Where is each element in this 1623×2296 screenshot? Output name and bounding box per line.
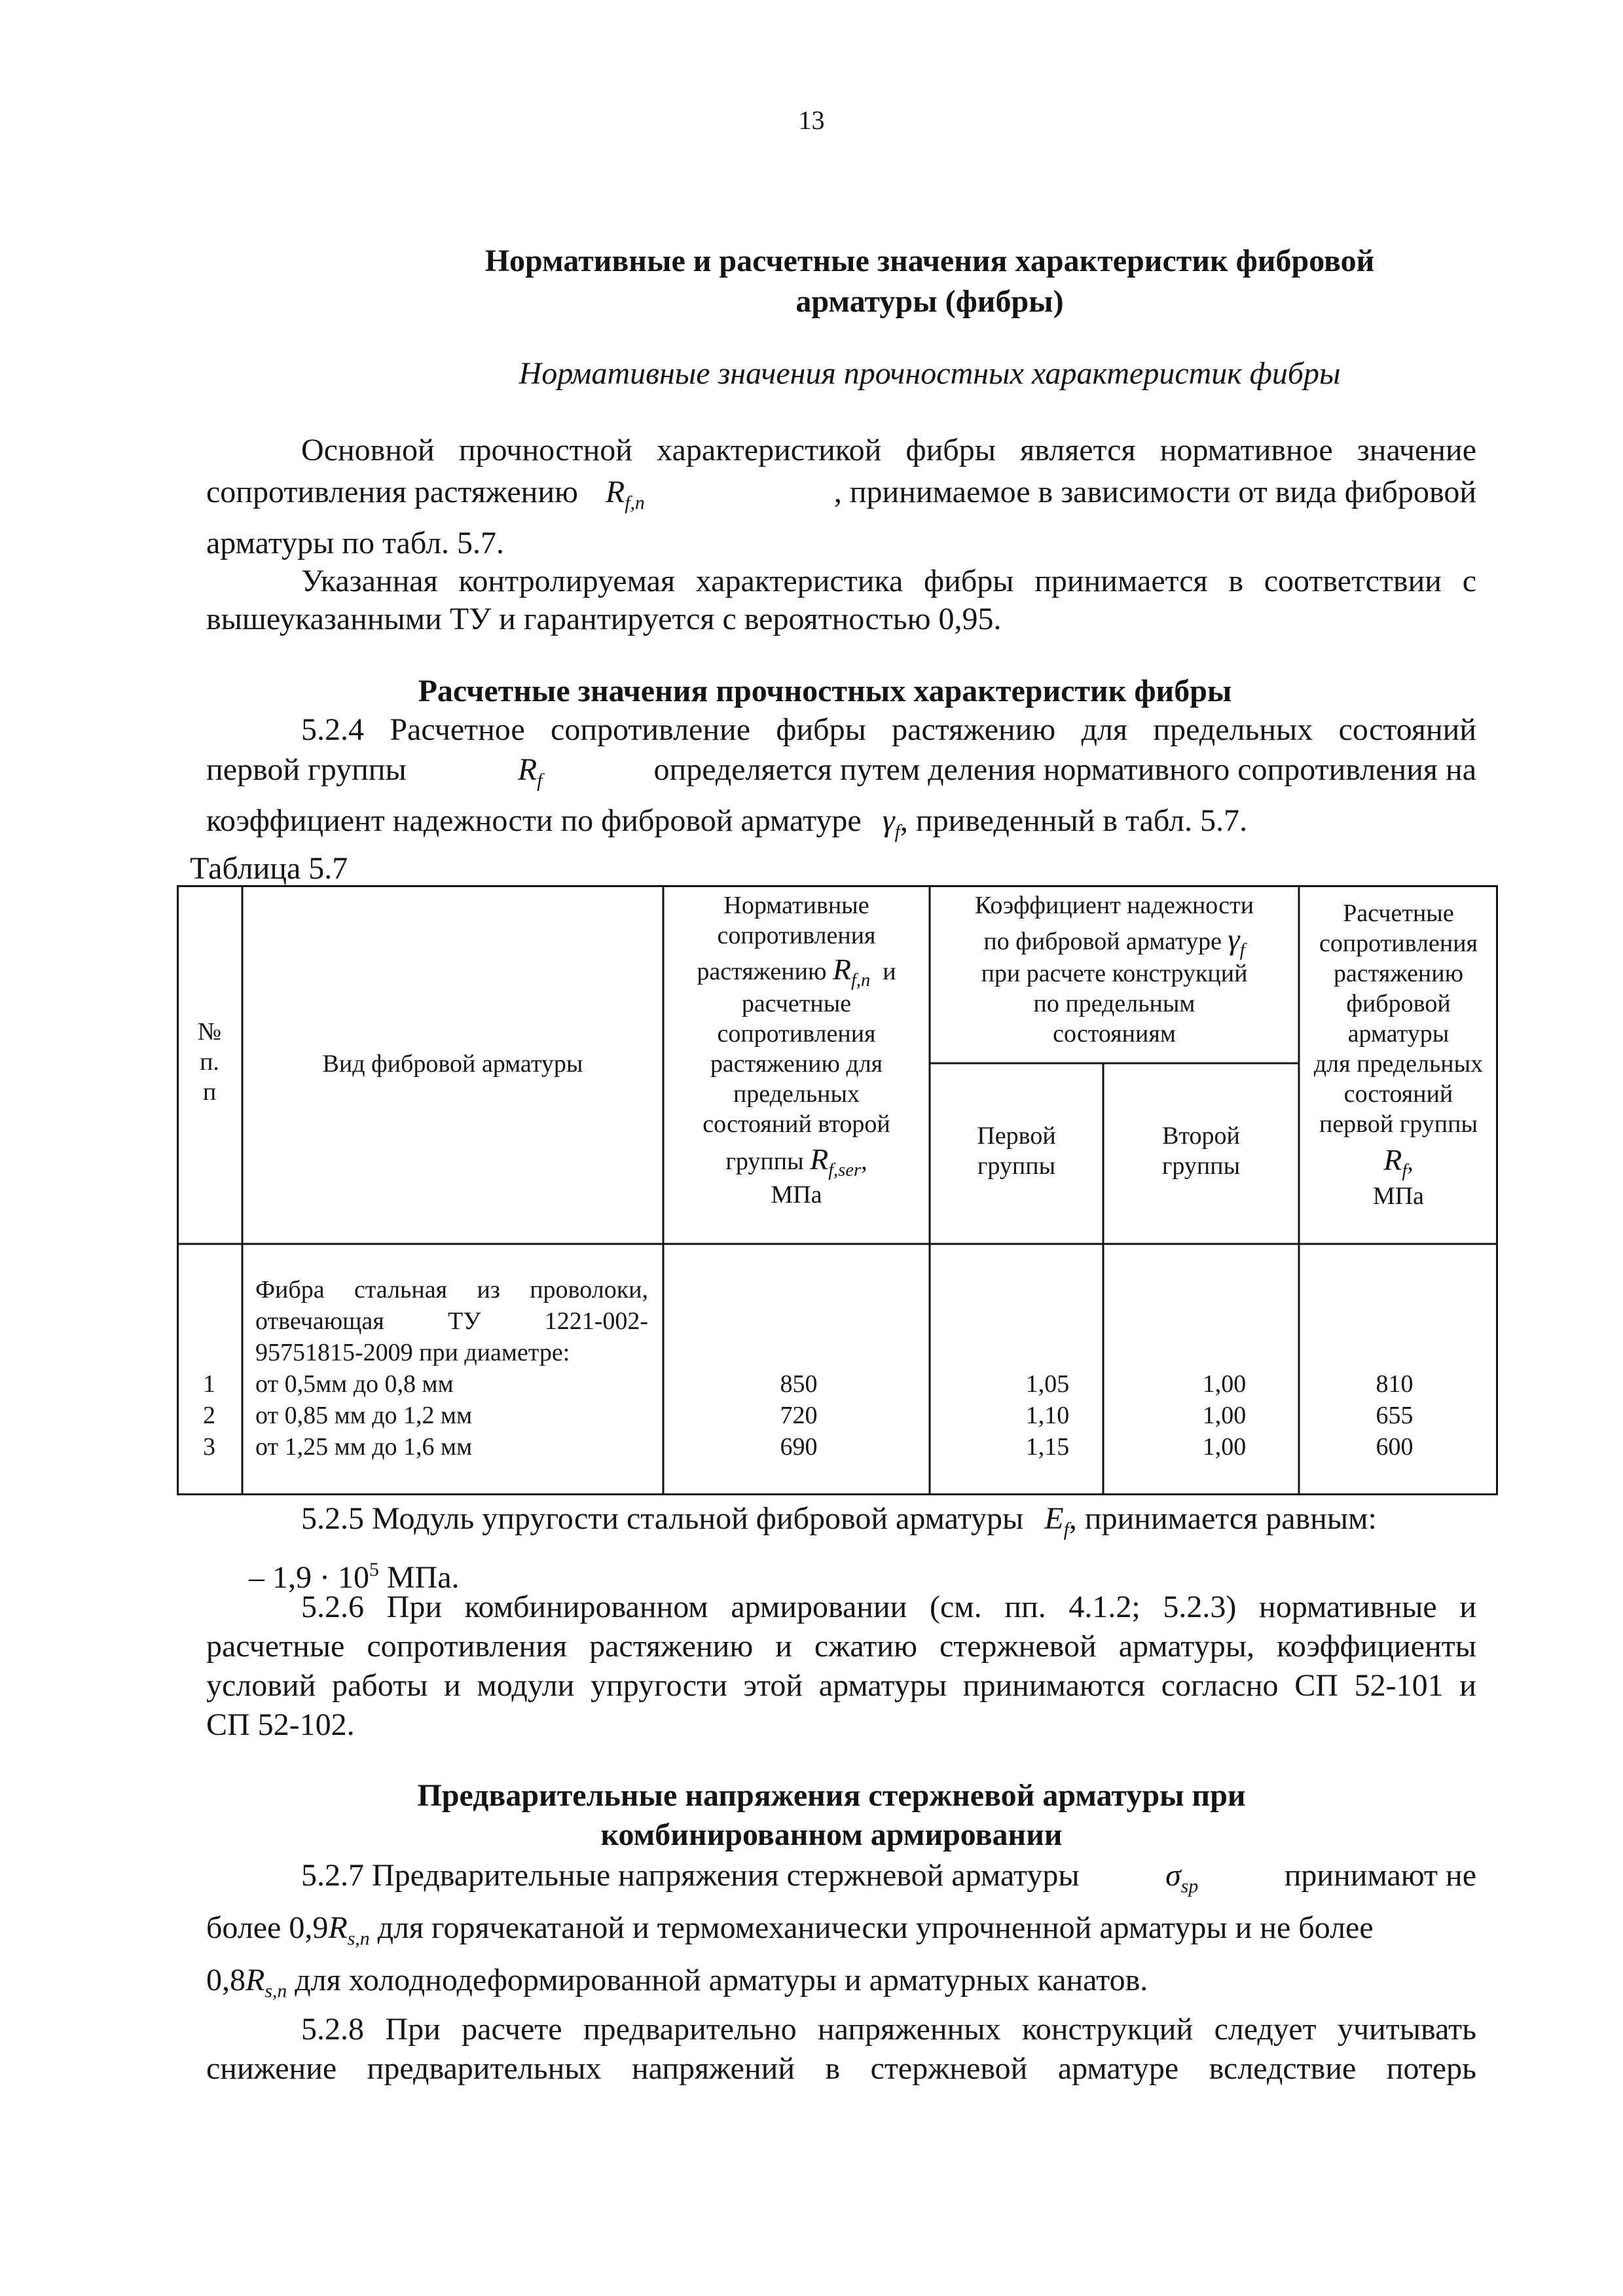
row-2-first: 1,10 <box>1025 1402 1070 1429</box>
para5-line-2: расчетные сопротивления растяжению и сжатию стержневой арматуры, коэффициенты <box>206 1629 1476 1664</box>
row-1-calculated: 810 <box>1376 1370 1413 1398</box>
symbol-R-f: $R_f$ <box>517 752 543 792</box>
para1-line-3: арматуры по табл. 5.7. <box>206 526 505 560</box>
row-3-first: 1,15 <box>1025 1433 1070 1461</box>
para1-line-2-end: , принимаемое в зависимости от вида фибровой <box>833 475 1476 509</box>
row-2-second: 1,00 <box>1202 1402 1247 1429</box>
para6-line-2: более $0,9R_{s,n}$ для горячекатаной и термомеханически упрочненной арматуры и не более <box>206 1910 1374 1950</box>
para4-line-2: – $1,9 \cdot 10^5$ МПа. <box>249 1559 460 1595</box>
symbol-R-sn: $R_{s,n}$ <box>246 1963 287 2002</box>
col-header-first-group: Первой группы <box>977 1122 1056 1180</box>
para5-line-4: СП 52-102. <box>206 1707 355 1742</box>
col-header-number: № п. п <box>197 1018 222 1106</box>
italic-subheading: Нормативные значения прочностных характеристик фибры <box>519 356 1341 391</box>
para1-line-2-start: сопротивления растяжению $R_{f,n}$ <box>206 475 645 514</box>
symbol-gamma-f: $\gamma_f$ <box>882 803 900 843</box>
section-heading-3-line-2: комбинированном армировании <box>600 1817 1063 1852</box>
row-2-calculated: 655 <box>1376 1402 1413 1429</box>
row-1-second: 1,00 <box>1202 1370 1247 1398</box>
col-header-calculated: Расчетные сопротивления растяжению фибровой арматуры для предельных состояний первой группы $R_f$, МПа <box>1313 900 1484 1210</box>
row-3-type: от 1,25 мм до 1,6 мм <box>255 1433 473 1461</box>
symbol-R-fn: $R_{f,n}$ <box>605 475 645 514</box>
section-heading-3-line-1: Предварительные напряжения стержневой арматуры при <box>417 1778 1246 1813</box>
table-caption: Таблица 5.7 <box>190 851 348 886</box>
para3-line-1: 5.2.4 Расчетное сопротивление фибры растяжению для предельных состояний <box>301 712 1476 747</box>
para1-line-1: Основной прочностной характеристикой фибры является нормативное значение <box>301 433 1476 467</box>
row-1-normative: 850 <box>780 1370 818 1398</box>
para7-line-2: снижение предварительных напряжений в стержневой арматуре вследствие потерь <box>206 2051 1476 2086</box>
col-header-second-group: Второй группы <box>1161 1122 1241 1180</box>
section-heading-line-2: арматуры (фибры) <box>795 284 1064 319</box>
symbol-E-f: $E_f$ <box>1044 1501 1069 1540</box>
row-3-second: 1,00 <box>1202 1433 1247 1461</box>
row-1-first: 1,05 <box>1025 1370 1070 1398</box>
row-2-normative: 720 <box>780 1402 818 1429</box>
col-header-normative: Нормативные сопротивления растяжению $R_{f,n}$ и расчетные сопротивления растяжению для предельных состояний второй группы $R_{f,ser}$, МПа <box>697 892 896 1209</box>
para7-line-1: 5.2.8 При расчете предварительно напряженных конструкций следует учитывать <box>301 2012 1476 2047</box>
row-3-calculated: 600 <box>1376 1433 1413 1461</box>
para2-line-1: Указанная контролируемая характеристика фибры принимается в соответствии с <box>301 564 1476 598</box>
col-header-coefficient: Коэффициент надежности по фибровой арматуре $\gamma_f$ при расчете конструкций по предельным состояниям <box>974 892 1254 1048</box>
table-description: Фибра стальная из проволоки, отвечающая ТУ 1221-002- 95751815-2009 при диаметре: <box>255 1276 648 1366</box>
section-heading-2: Расчетные значения прочностных характеристик фибры <box>418 674 1232 708</box>
row-1-number: 1 <box>203 1370 215 1398</box>
row-2-number: 2 <box>203 1402 215 1429</box>
col-header-type: Вид фибровой арматуры <box>322 1050 583 1078</box>
para5-line-1: 5.2.6 При комбинированном армировании (см. пп. 4.1.2; 5.2.3) нормативные и <box>301 1590 1476 1624</box>
row-3-number: 3 <box>203 1433 215 1461</box>
row-1-type: от 0,5мм до 0,8 мм <box>255 1370 454 1398</box>
row-3-normative: 690 <box>780 1433 818 1461</box>
row-2-type: от 0,85 мм до 1,2 мм <box>255 1402 473 1429</box>
para4-line-1: 5.2.5 Модуль упругости стальной фибровой арматуры $E_f$, принимается равным: <box>301 1501 1377 1540</box>
para2-line-2: вышеуказанными ТУ и гарантируется с вероятностью 0,95. <box>206 602 1002 636</box>
para6-line-1: 5.2.7 Предварительные напряжения стержневой арматуры $\sigma_{sp}$ принимают не <box>301 1856 1476 1906</box>
page-number: 13 <box>798 105 825 135</box>
section-heading-line-1: Нормативные и расчетные значения характеристик фибровой <box>484 244 1375 278</box>
symbol-sigma-sp: $\sigma_{sp}$ <box>1165 1858 1199 1897</box>
para5-line-3: условий работы и модули упругости этой арматуры принимаются согласно СП 52-101 и <box>206 1668 1476 1703</box>
para6-line-3: $0,8R_{s,n}$ для холоднодеформированной арматуры и арматурных канатов. <box>206 1963 1148 2002</box>
symbol-R-sn: $R_{s,n}$ <box>328 1910 370 1950</box>
para3-line-2: первой группы $R_f$ определяется путем деления нормативного сопротивления на <box>206 750 1476 800</box>
para1-line-2 <box>206 473 1476 522</box>
para3-line-3: коэффициент надежности по фибровой арматуре $\gamma_f$, приведенный в табл. 5.7. <box>206 803 1248 843</box>
